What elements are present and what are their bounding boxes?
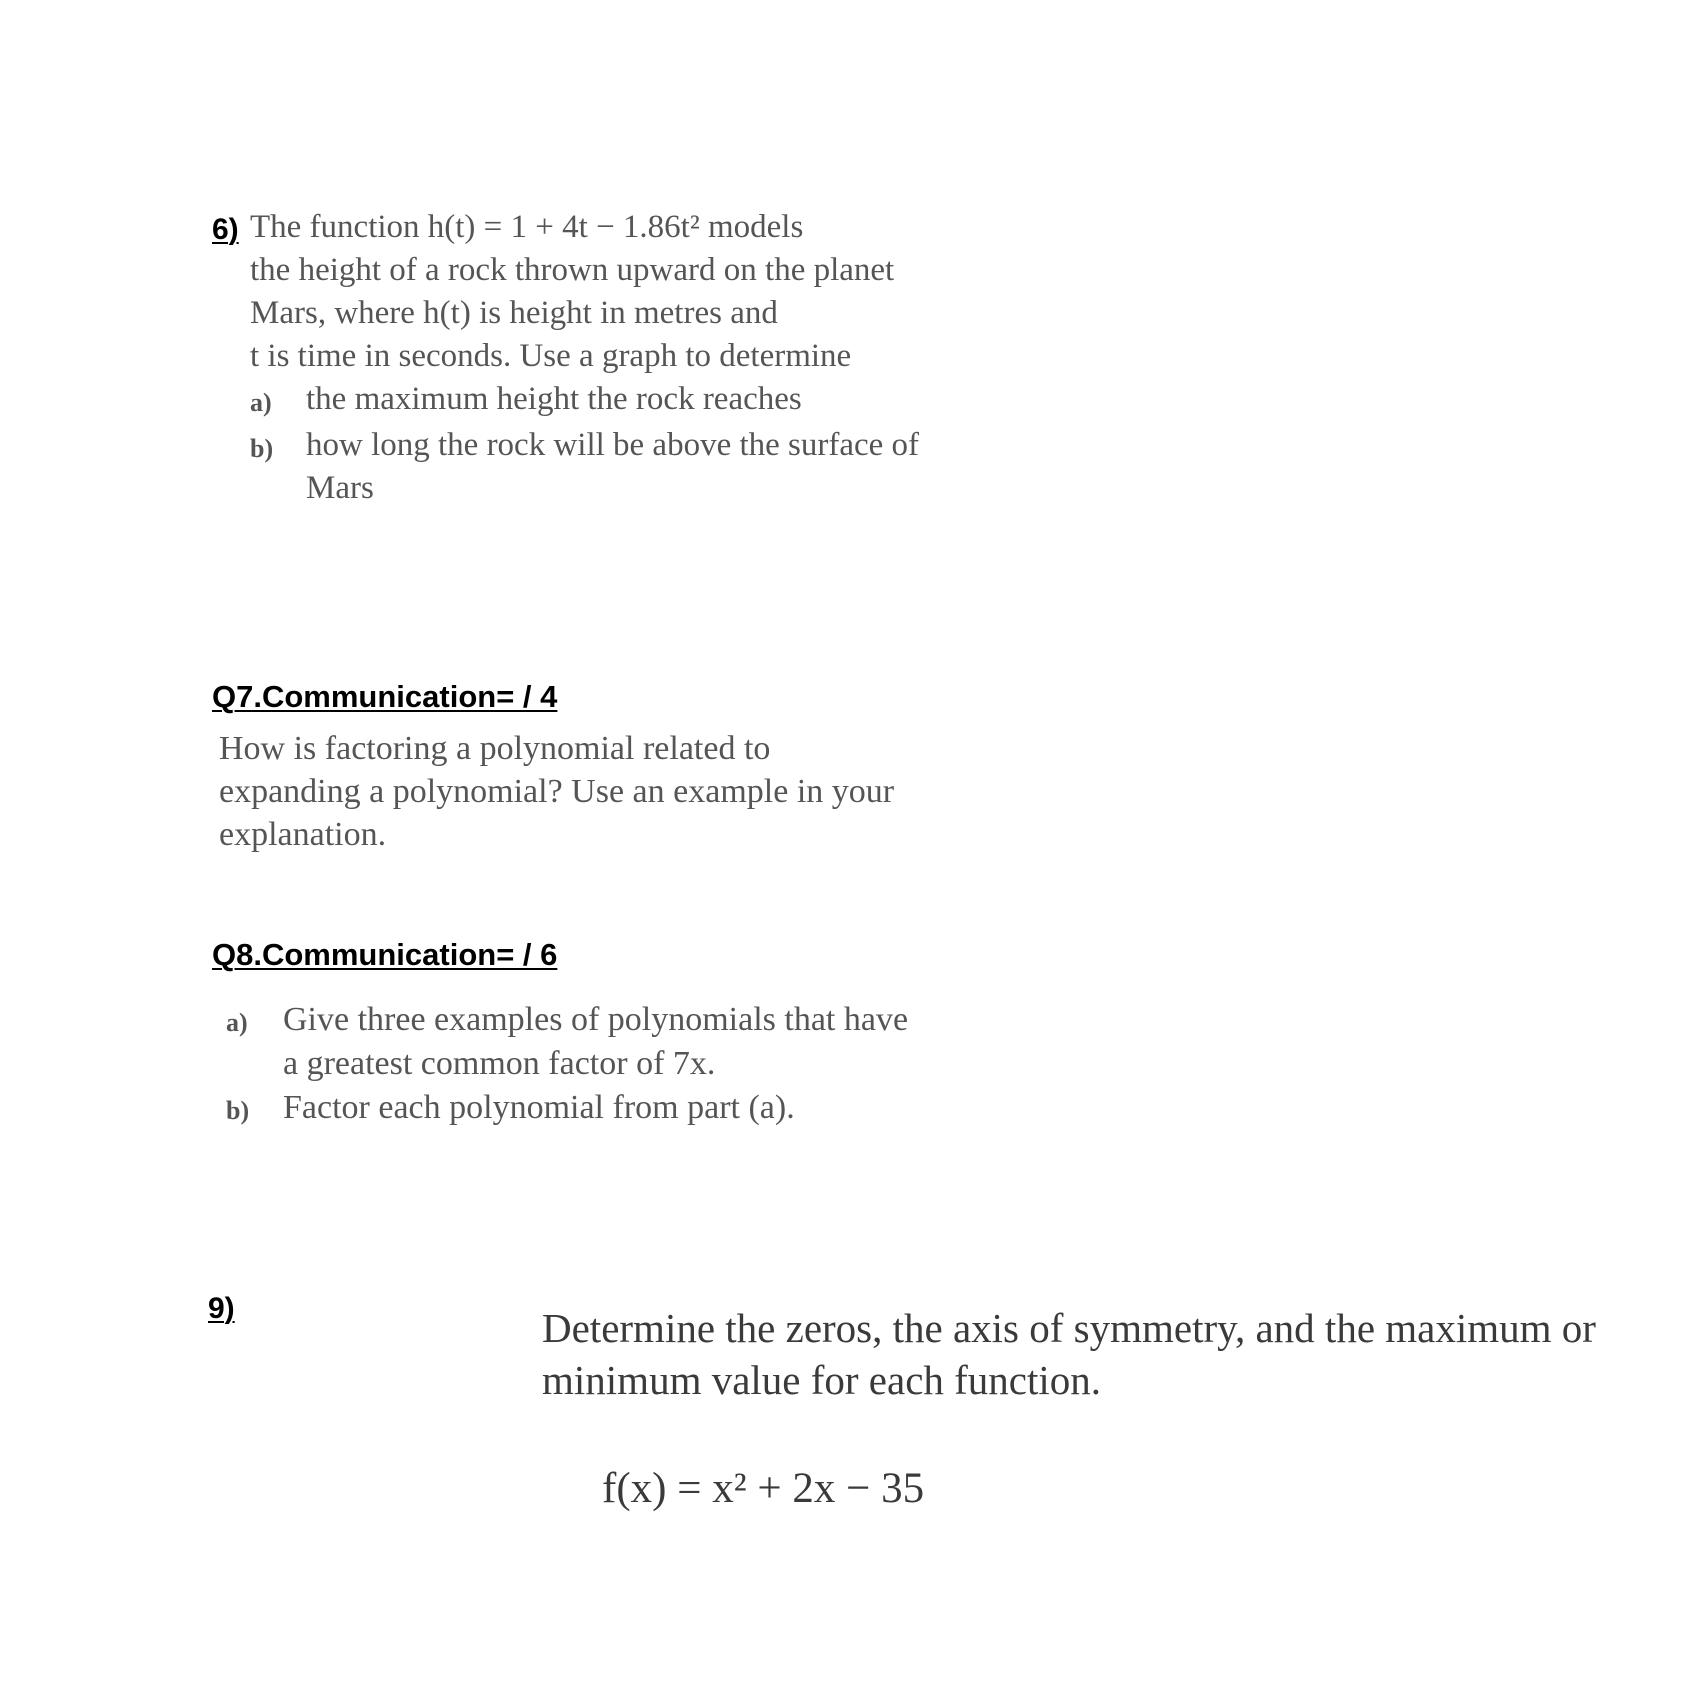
q6-part-a-letter: a) xyxy=(250,388,272,417)
q8-part-a-letter: a) xyxy=(226,1008,248,1037)
q6-part-b-text: how long the rock will be above the surface of Mars xyxy=(306,427,920,506)
q6-question xyxy=(250,206,970,510)
q6-part-b-letter: b) xyxy=(250,434,274,463)
q9-number: 9) xyxy=(208,1292,235,1325)
q8-part-b-text: Factor each polynomial from part (a). xyxy=(283,1089,795,1126)
q6-part-a-text: the maximum height the rock reaches xyxy=(306,381,802,417)
q6-line-3: Mars, where h(t) is height in metres and xyxy=(250,295,778,331)
q6-part-a xyxy=(250,378,970,424)
q9-function: f(x) = x² + 2x − 35 xyxy=(602,1465,925,1512)
q6-line-1: The function h(t) = 1 + 4t − 1.86t² models xyxy=(250,209,804,245)
q8-part-a xyxy=(226,998,926,1086)
q8-heading: Q8.Communication= / 6 xyxy=(212,937,558,972)
q6-line-4: t is time in seconds. Use a graph to determine xyxy=(250,338,852,374)
q6-line-2: the height of a rock thrown upward on the planet xyxy=(250,252,895,288)
q8-part-b xyxy=(226,1086,926,1133)
q8-question xyxy=(226,998,926,1133)
q6-number: 6) xyxy=(212,213,239,246)
q7-question-text: How is factoring a polynomial related to expanding a polynomial? Use an example in your explanation. xyxy=(219,730,895,853)
q9-instruction: Determine the zeros, the axis of symmetry, and the maximum or minimum value for each function. xyxy=(542,1305,1596,1403)
q8-part-a-text: Give three examples of polynomials that have a greatest common factor of 7x. xyxy=(283,1001,909,1082)
q6-part-b xyxy=(250,424,970,510)
q8-part-b-letter: b) xyxy=(226,1096,250,1125)
q7-heading: Q7.Communication= / 4 xyxy=(212,679,558,714)
